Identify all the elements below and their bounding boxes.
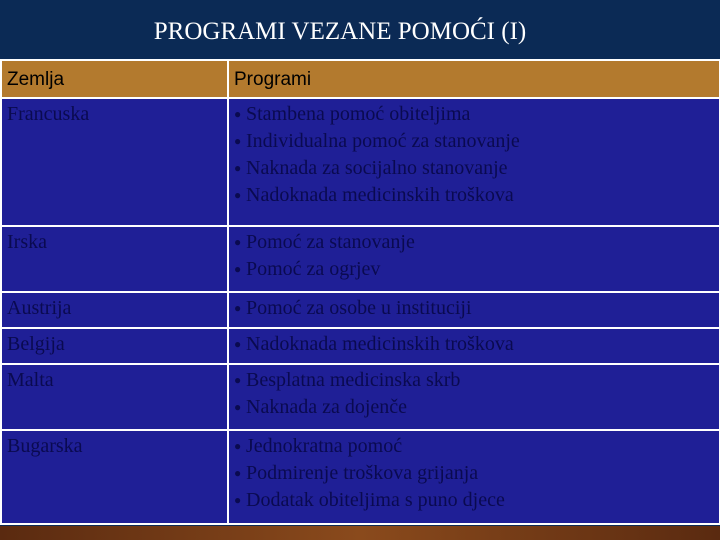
bullet-icon: ● (234, 337, 242, 351)
bullet-icon: ● (234, 301, 242, 315)
list-item (234, 433, 715, 460)
bottom-decorative-band (0, 526, 720, 540)
list-item (234, 367, 715, 394)
bullet-icon: ● (234, 493, 242, 507)
program-text: Naknada za socijalno stanovanje (246, 157, 508, 179)
list-item (234, 229, 715, 256)
programs-cell (228, 292, 720, 328)
program-text: Podmirenje troškova grijanja (246, 462, 479, 484)
list-item (234, 394, 715, 421)
header-programs: Programi (228, 60, 720, 98)
bullet-icon: ● (234, 466, 242, 480)
country-cell: Bugarska (1, 430, 228, 524)
table-row (1, 292, 720, 328)
table-row (1, 98, 720, 226)
bullet-icon: ● (234, 439, 242, 453)
country-cell: Irska (1, 226, 228, 292)
table-body (1, 98, 720, 524)
program-text: Pomoć za osobe u instituciji (246, 297, 472, 319)
program-text: Pomoć za ogrjev (246, 258, 381, 280)
program-text: Nadoknada medicinskih troškova (246, 184, 514, 206)
list-item (234, 295, 715, 322)
table-header-row (1, 60, 720, 98)
programs-list (234, 331, 715, 358)
programs-cell (228, 226, 720, 292)
programs-cell (228, 98, 720, 226)
list-item (234, 460, 715, 487)
table-row (1, 430, 720, 524)
programs-cell (228, 430, 720, 524)
program-text: Besplatna medicinska skrb (246, 369, 461, 391)
programs-list (234, 101, 715, 209)
list-item (234, 155, 715, 182)
slide-title: PROGRAMI VEZANE POMOĆI (I) (153, 18, 527, 45)
country-cell: Belgija (1, 328, 228, 364)
programs-cell (228, 328, 720, 364)
programs-list (234, 229, 715, 283)
program-text: Jednokratna pomoć (246, 435, 403, 457)
program-text: Naknada za dojenče (246, 396, 408, 418)
list-item (234, 331, 715, 358)
bullet-icon: ● (234, 373, 242, 387)
bullet-icon: ● (234, 235, 242, 249)
programs-table (0, 59, 720, 525)
programs-list (234, 295, 715, 322)
programs-list (234, 433, 715, 514)
table-row (1, 364, 720, 430)
bullet-icon: ● (234, 188, 242, 202)
programs-list (234, 367, 715, 421)
program-text: Nadoknada medicinskih troškova (246, 333, 514, 355)
program-text: Stambena pomoć obiteljima (246, 103, 471, 125)
program-text: Individualna pomoć za stanovanje (246, 130, 520, 152)
table-row (1, 328, 720, 364)
table-row (1, 226, 720, 292)
list-item (234, 128, 715, 155)
list-item (234, 182, 715, 209)
list-item (234, 101, 715, 128)
program-text: Pomoć za stanovanje (246, 231, 415, 253)
bullet-icon: ● (234, 400, 242, 414)
country-cell: Austrija (1, 292, 228, 328)
bullet-icon: ● (234, 262, 242, 276)
program-text: Dodatak obiteljima s puno djece (246, 489, 505, 511)
programs-cell (228, 364, 720, 430)
bullet-icon: ● (234, 107, 242, 121)
country-cell: Malta (1, 364, 228, 430)
bullet-icon: ● (234, 161, 242, 175)
list-item (234, 256, 715, 283)
list-item (234, 487, 715, 514)
header-country: Zemlja (1, 60, 228, 98)
bullet-icon: ● (234, 134, 242, 148)
country-cell: Francuska (1, 98, 228, 226)
